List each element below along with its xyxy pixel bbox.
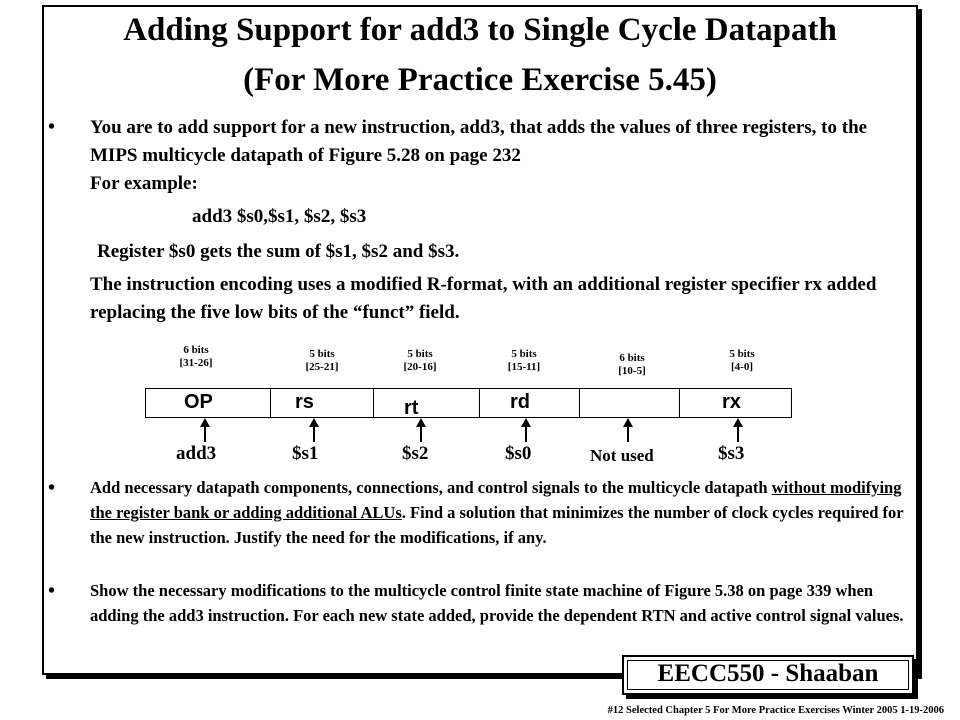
task-2-paragraph: Show the necessary modifications to the multicycle control finite state machine of Figure 5.38 on page 339 when adding the add3 instruction. For each new state added, provide the dependent RTN and active control signal values. [90,581,904,625]
example-instruction: add3 $s0,$s1, $s2, $s3 [192,206,367,227]
slide-frame [42,5,918,675]
bullet-2: • [48,477,56,499]
arrow-unused [627,420,629,442]
bits-label-unused: 6 bits [10-5] [618,352,646,377]
reg-label-rt: $s2 [402,443,429,464]
field-rs: rs [271,388,374,418]
field-rx: rx [680,388,792,418]
encoding-description: The instruction encoding uses a modified R-format, with an additional register specifier rx added replacing the five low bits of the “funct” field. [90,274,877,323]
reg-label-unused: Not used [590,446,654,465]
bullet-1: • [48,116,56,138]
slide-title-line-2: (For More Practice Exercise 5.45) [243,62,717,98]
reg-label-op: add3 [176,443,217,464]
for-example-label: For example: [90,173,198,194]
register-sum-text: Register $s0 gets the sum of $s1, $s2 and $s3. [97,241,460,262]
task-1-paragraph: Add necessary datapath components, connections, and control signals to the multicycle datapath without modifying the register bank or adding additional ALUs. Find a solution that minimizes the number of clock cycles required for the new instruction. Justify the need for the modifications, if any. [90,478,904,547]
field-op: OP [145,388,271,418]
bits-label-rt: 5 bits [20-16] [403,348,437,373]
task-1-underlined-constraint: without modifying the register bank or adding additional ALUs [90,478,902,522]
bits-label-rx: 5 bits [4-0] [729,348,755,373]
field-rd: rd [480,388,580,418]
bits-label-rd: 5 bits [15-11] [507,348,541,373]
slide-footer: #12 Selected Chapter 5 For More Practice Exercises Winter 2005 1-19-2006 [607,705,944,716]
arrow-rd [525,420,527,442]
bits-label-op: 6 bits [31-26] [179,344,213,369]
arrow-rx [737,420,739,442]
slide-title-line-1: Adding Support for add3 to Single Cycle Datapath [123,12,837,48]
arrow-rs [313,420,315,442]
field-unused [580,388,680,418]
course-badge: EECC550 - Shaaban [622,655,914,695]
reg-label-rd: $s0 [505,443,532,464]
reg-label-rx: $s3 [718,443,745,464]
arrow-op [204,420,206,442]
intro-paragraph: You are to add support for a new instruction, add3, that adds the values of three registers, to the MIPS multicycle datapath of Figure 5.28 on page 232 [90,117,868,166]
bullet-3: • [48,580,56,602]
bits-label-rs: 5 bits [25-21] [305,348,339,373]
field-rt: rt [374,388,480,418]
arrow-rt [420,420,422,442]
reg-label-rs: $s1 [292,443,319,464]
